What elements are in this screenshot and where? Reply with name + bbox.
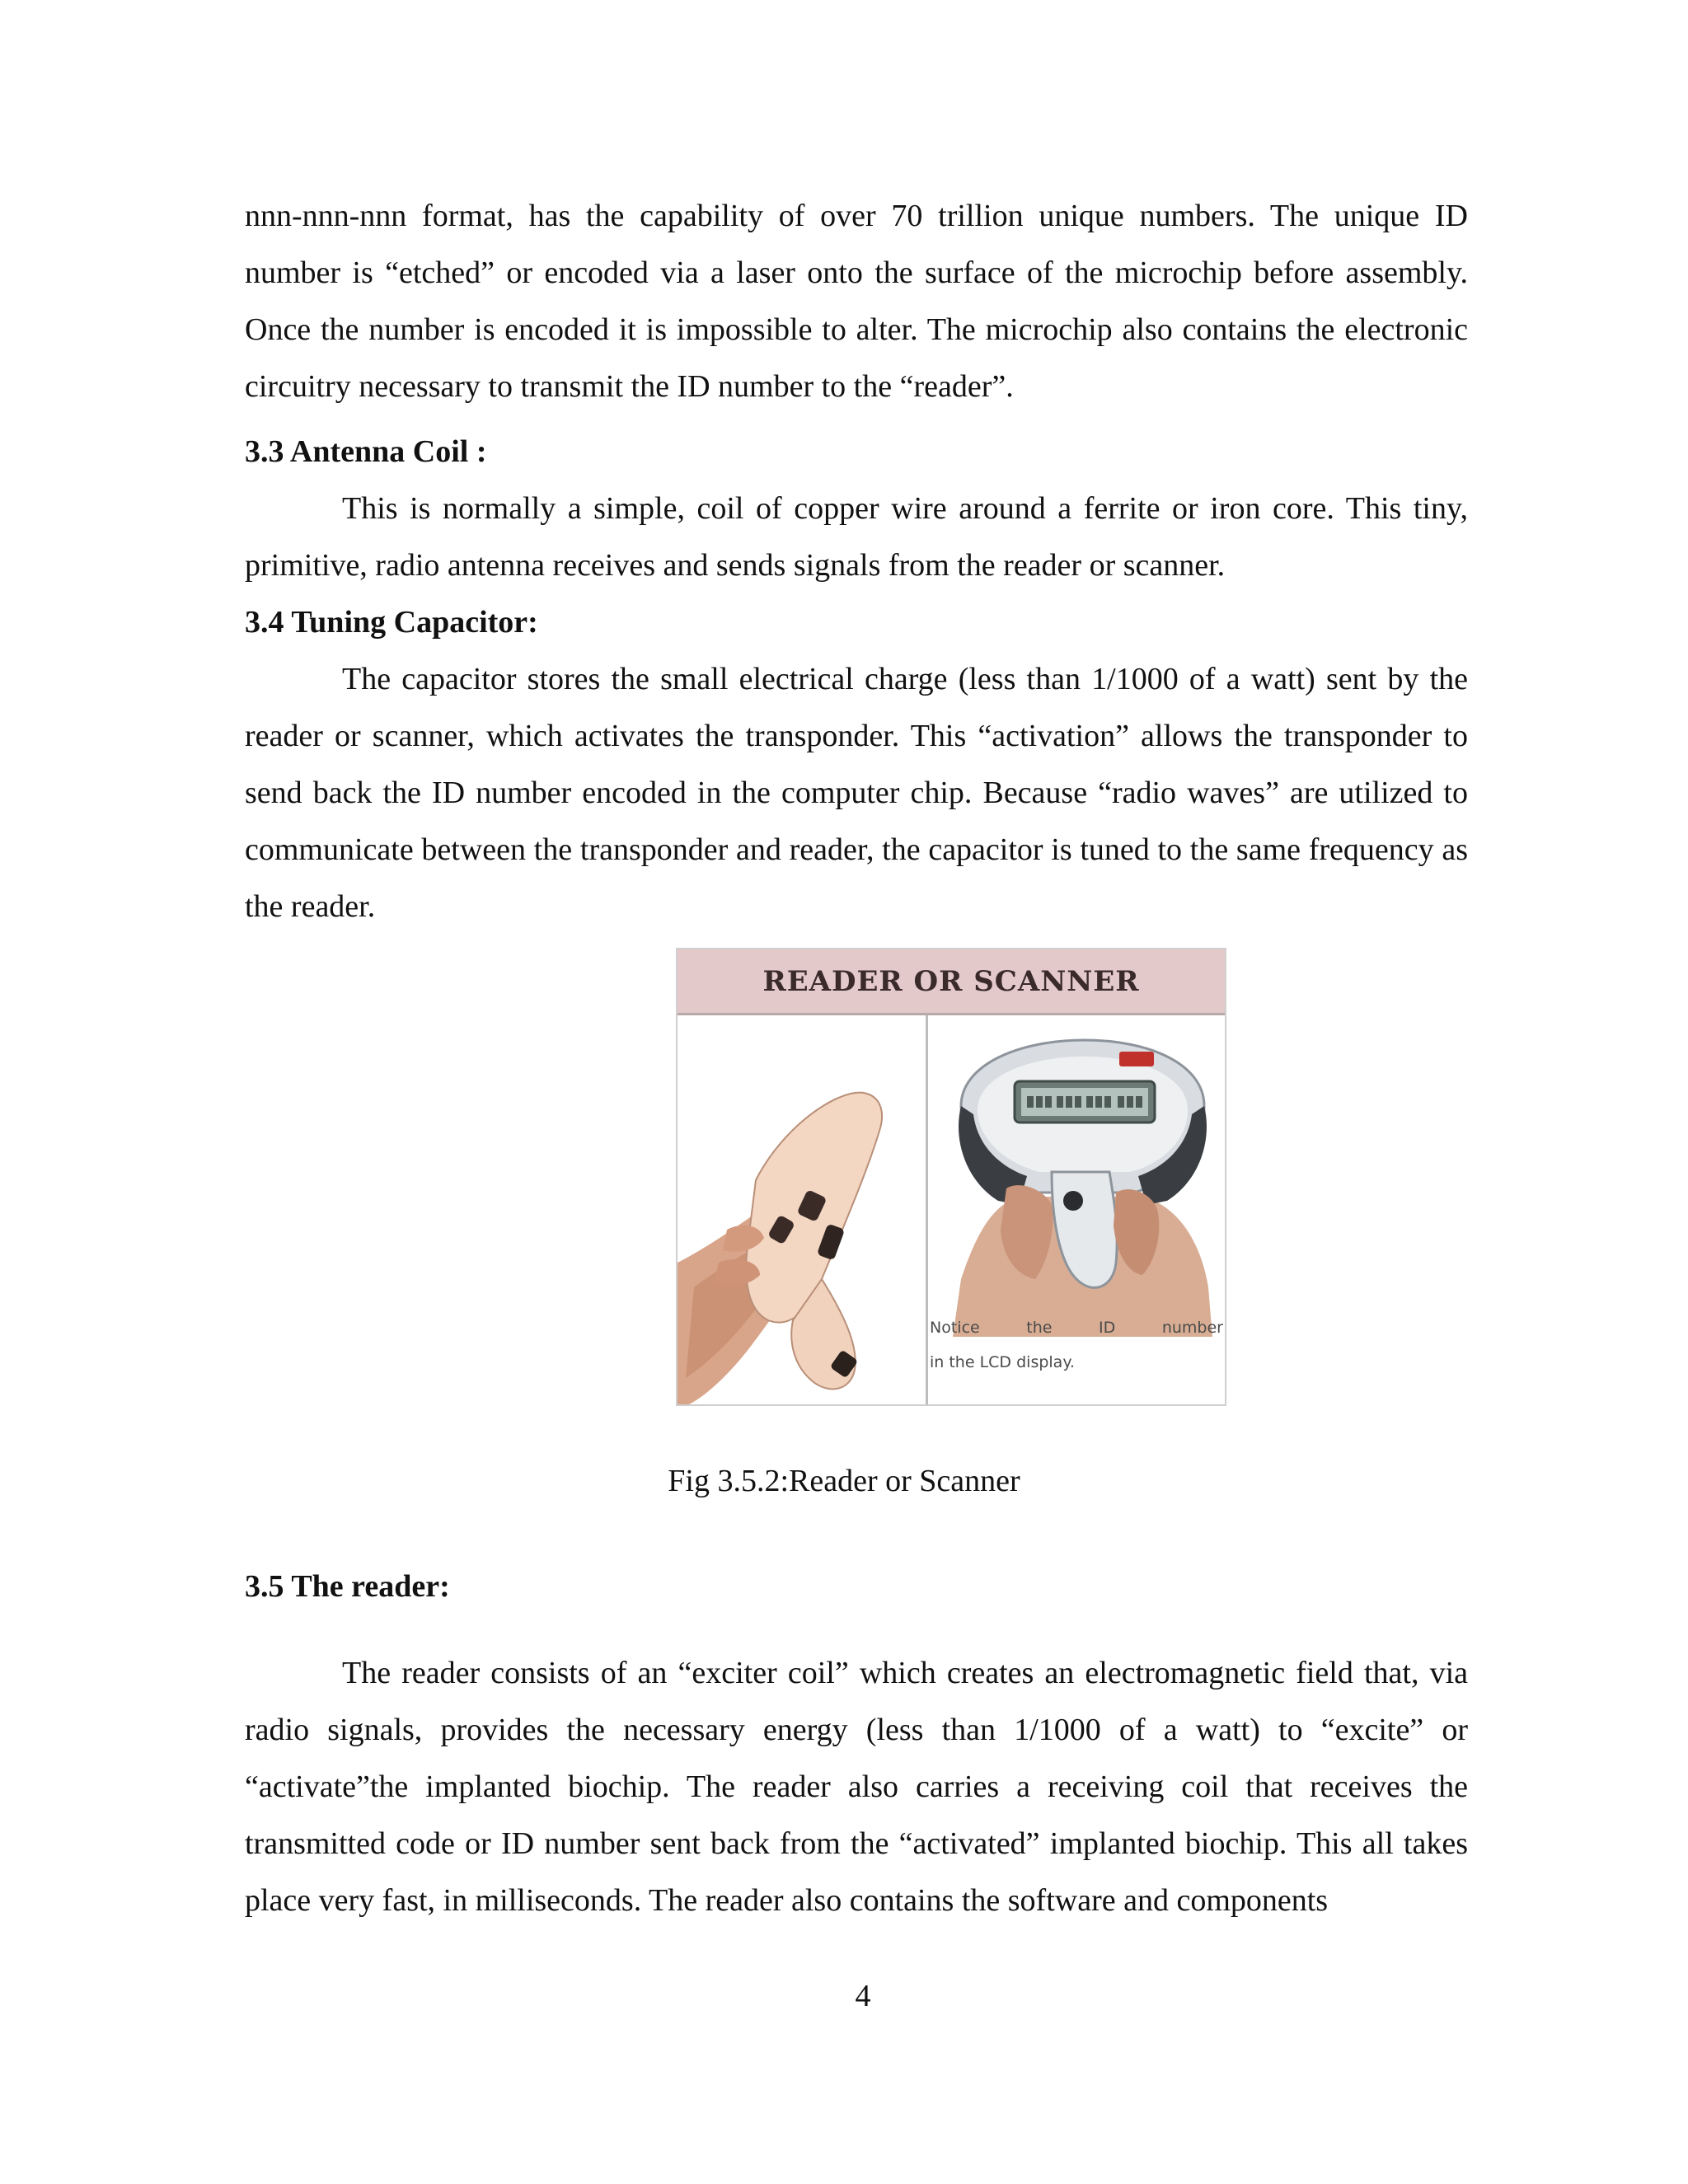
figure-note-line1 <box>930 1310 1223 1345</box>
note-word: ID <box>1099 1319 1116 1337</box>
figure-note <box>930 1310 1223 1380</box>
note-word: the <box>1026 1319 1053 1337</box>
note-word: Notice <box>930 1319 980 1337</box>
handheld-reader-photo <box>678 1015 926 1406</box>
paragraph-antenna-coil: This is normally a simple, coil of copper wire around a ferrite or iron core. This tiny, primitive, radio antenna receives and sends signals from the reader or scanner. <box>245 491 1468 583</box>
figure-note-line2: in the LCD display. <box>930 1353 1075 1371</box>
heading-tuning-capacitor: 3.4 Tuning Capacitor: <box>245 605 538 640</box>
heading-the-reader: 3.5 The reader: <box>245 1569 450 1604</box>
paragraph-intro: nnn-nnn-nnn format, has the capability of over 70 trillion unique numbers. The unique ID number is “etched” or encoded via a laser onto the surface of the microchip before assembly. Once the number is encoded it is impossible to alter. The microchip also contains the electronic circuitry necessary to transmit the ID number to the “reader”. <box>245 199 1468 404</box>
figure-caption: Fig 3.5.2:Reader or Scanner <box>668 1464 1020 1498</box>
figure-reader-scanner <box>676 948 1226 1406</box>
note-word: number <box>1161 1319 1223 1337</box>
heading-antenna-coil: 3.3 Antenna Coil : <box>245 434 487 469</box>
paragraph-tuning-capacitor: The capacitor stores the small electrical charge (less than 1/1000 of a watt) sent by the reader or scanner, which activates the transponder. This “activation” allows the transponder to send back the ID number encoded in the computer chip. Because “radio waves” are utilized to communicate between the transponder and reader, the capacitor is tuned to the same frequency as the reader. <box>245 662 1468 924</box>
paragraph-the-reader: The reader consists of an “exciter coil” which creates an electromagnetic field that, via radio signals, provides the necessary energy (less than 1/1000 of a watt) to “excite” or “activate”the implanted biochip. The reader also carries a receiving coil that receives the transmitted code or ID number sent back from the “activated” implanted biochip. This all takes place very fast, in milliseconds. The reader also contains the software and components <box>245 1656 1468 1918</box>
figure-banner: READER OR SCANNER <box>678 949 1225 1015</box>
scanner-lcd-photo <box>928 1015 1226 1337</box>
page-number: 4 <box>855 1979 871 2013</box>
